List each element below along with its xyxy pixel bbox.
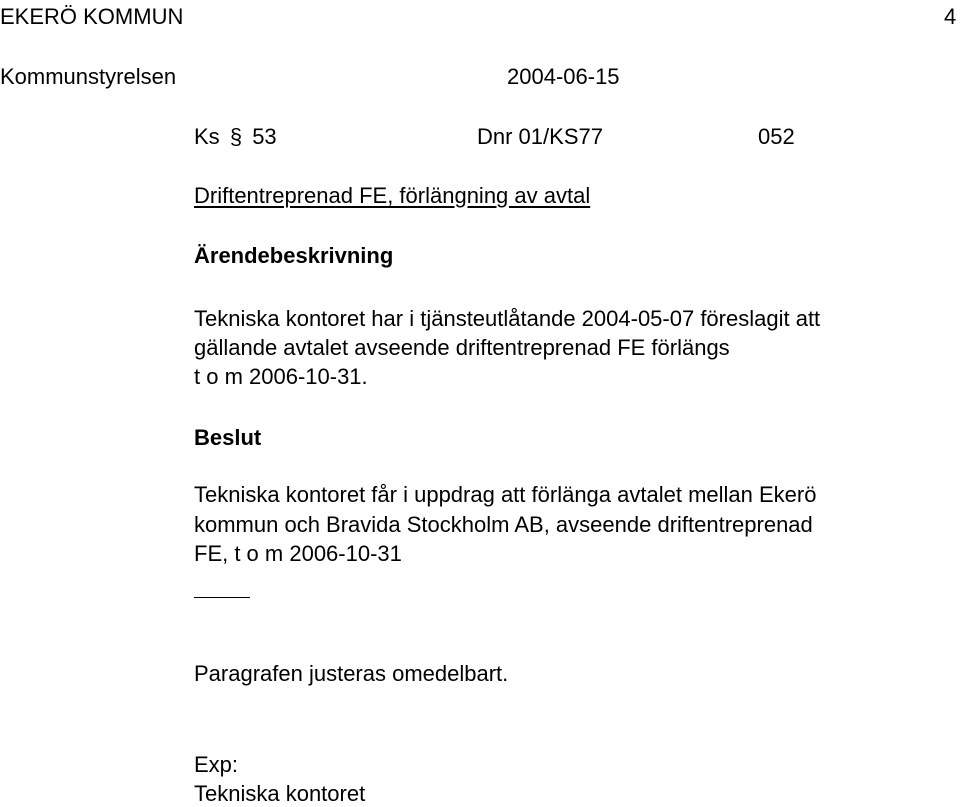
decision-line: FE, t o m 2006-10-31 <box>194 541 402 566</box>
case-code: 052 <box>758 124 795 149</box>
expedition-label: Exp: <box>194 752 239 777</box>
decision-heading: Beslut <box>194 425 262 450</box>
decision-line: kommun och Bravida Stockholm AB, avseende driftentreprenad <box>194 512 813 537</box>
section-symbol: § <box>229 124 243 149</box>
body-name: Kommunstyrelsen <box>0 64 177 89</box>
section-number: 53 <box>252 124 277 149</box>
section-reference <box>194 124 277 150</box>
meeting-date: 2004-06-15 <box>507 64 620 89</box>
description-line: Tekniska kontoret har i tjänsteutlåtande 2004-05-07 föreslagit att <box>194 306 821 331</box>
expedition-recipient: Tekniska kontoret <box>194 781 366 806</box>
description-line: t o m 2006-10-31. <box>194 364 368 389</box>
adjustment-note: Paragrafen justeras omedelbart. <box>194 661 509 686</box>
diary-number: Dnr 01/KS77 <box>477 124 603 149</box>
municipality-name: EKERÖ KOMMUN <box>0 4 184 29</box>
description-heading: Ärendebeskrivning <box>194 243 394 268</box>
separator-line <box>194 597 250 598</box>
page-number: 4 <box>944 4 957 29</box>
case-title: Driftentreprenad FE, förlängning av avtal <box>194 183 591 208</box>
section-prefix: Ks <box>194 124 220 149</box>
decision-line: Tekniska kontoret får i uppdrag att förlänga avtalet mellan Ekerö <box>194 482 817 507</box>
description-line: gällande avtalet avseende driftentreprenad FE förlängs <box>194 335 730 360</box>
